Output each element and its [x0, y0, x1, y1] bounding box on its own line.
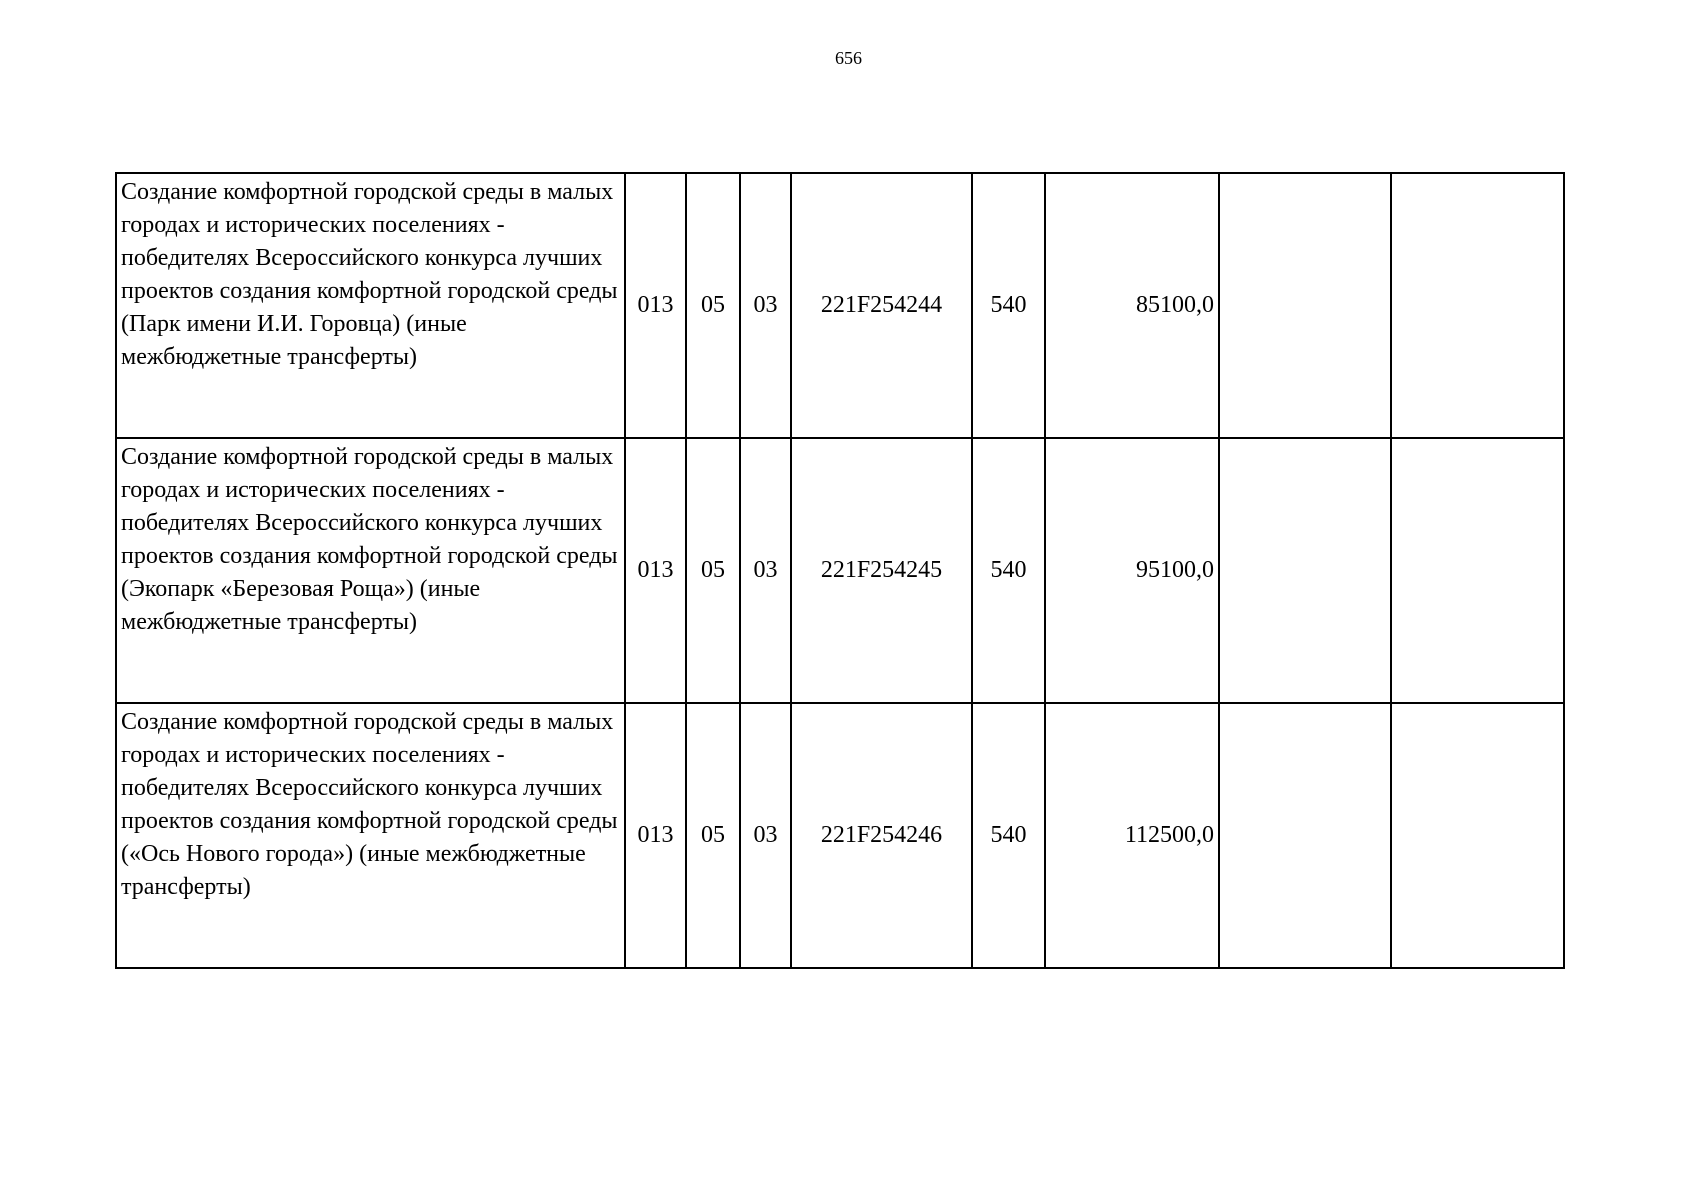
table-row — [116, 438, 1564, 703]
amount3-cell — [1391, 438, 1564, 703]
expense-type-cell: 540 — [972, 173, 1045, 438]
section-code-cell: 05 — [686, 173, 740, 438]
amount2-cell — [1219, 173, 1391, 438]
section-code-cell: 05 — [686, 438, 740, 703]
table-row — [116, 703, 1564, 968]
subsection-code-cell: 03 — [740, 173, 791, 438]
subsection-code-cell: 03 — [740, 703, 791, 968]
section-code-cell: 05 — [686, 703, 740, 968]
expense-type-cell: 540 — [972, 703, 1045, 968]
target-article-cell: 221F254246 — [791, 703, 972, 968]
amount-cell: 85100,0 — [1045, 173, 1219, 438]
expense-type-cell: 540 — [972, 438, 1045, 703]
amount-cell: 95100,0 — [1045, 438, 1219, 703]
amount2-cell — [1219, 703, 1391, 968]
target-article-cell: 221F254245 — [791, 438, 972, 703]
table-row — [116, 173, 1564, 438]
amount3-cell — [1391, 173, 1564, 438]
amount-cell: 112500,0 — [1045, 703, 1219, 968]
budget-table — [115, 172, 1565, 969]
ministry-code-cell: 013 — [625, 173, 686, 438]
ministry-code-cell: 013 — [625, 438, 686, 703]
subsection-code-cell: 03 — [740, 438, 791, 703]
expense-name-cell: Создание комфортной городской среды в малых городах и исторических поселениях - победителях Всероссийского конкурса лучших проектов создания комфортной городской среды (Парк имени И.И. Горовца) (иные межбюджетные трансферты) — [116, 173, 625, 438]
amount3-cell — [1391, 703, 1564, 968]
ministry-code-cell: 013 — [625, 703, 686, 968]
target-article-cell: 221F254244 — [791, 173, 972, 438]
expense-name-cell: Создание комфортной городской среды в малых городах и исторических поселениях - победителях Всероссийского конкурса лучших проектов создания комфортной городской среды («Ось Нового города») (иные межбюджетные трансферты) — [116, 703, 625, 968]
page-number: 656 — [835, 48, 862, 68]
expense-name-cell: Создание комфортной городской среды в малых городах и исторических поселениях - победителях Всероссийского конкурса лучших проектов создания комфортной городской среды (Экопарк «Березовая Роща») (иные межбюджетные трансферты) — [116, 438, 625, 703]
amount2-cell — [1219, 438, 1391, 703]
